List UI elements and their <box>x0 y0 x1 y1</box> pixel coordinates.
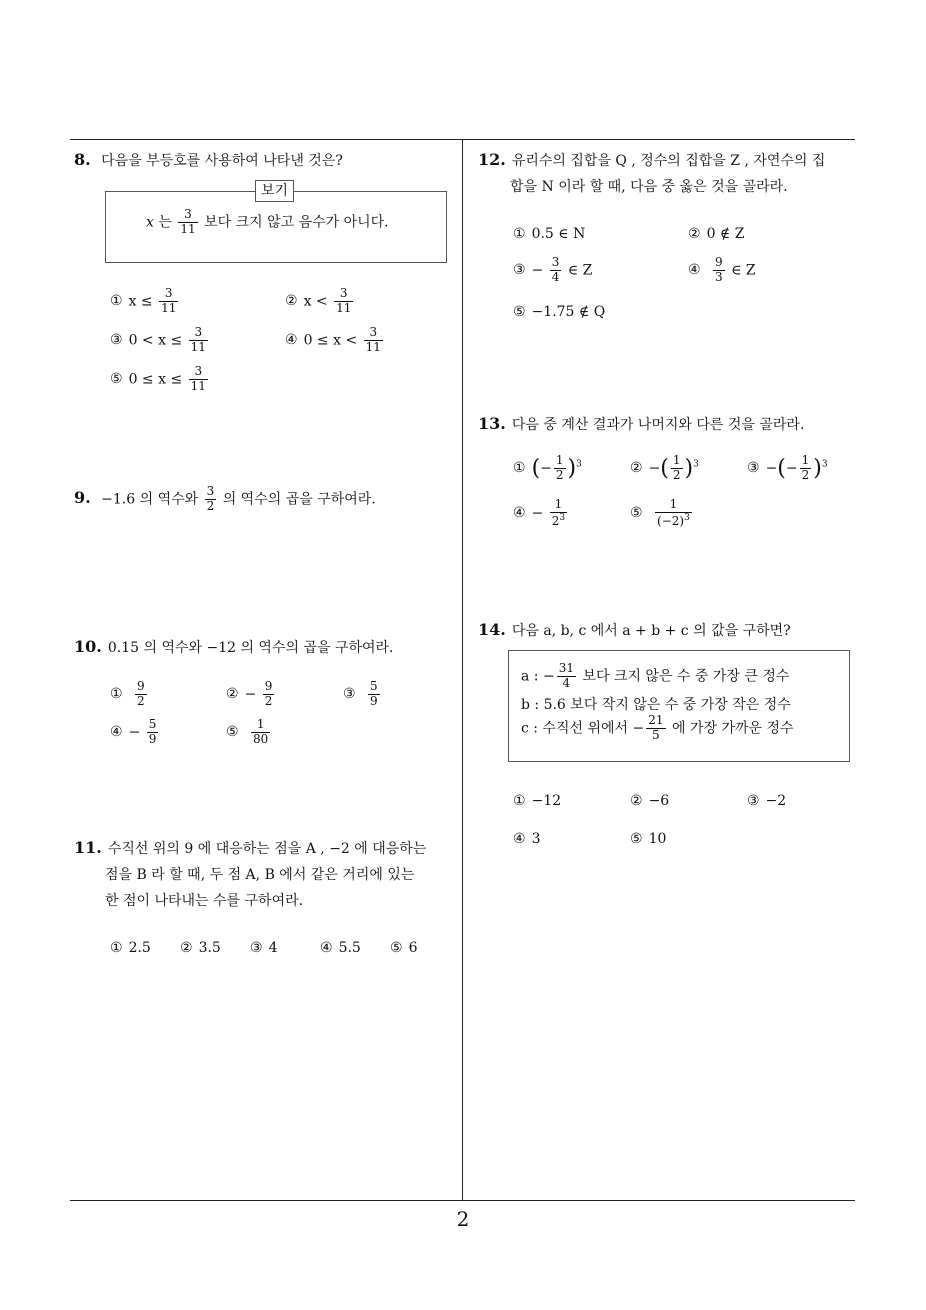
option-fraction <box>263 680 275 709</box>
q8-option-2[interactable] <box>285 287 355 316</box>
q8-option-4[interactable] <box>285 326 385 355</box>
frac-num: 3 <box>206 484 215 498</box>
q10-option-4[interactable] <box>110 718 160 747</box>
frac-num: 3 <box>159 287 178 302</box>
option-value: 2.5 <box>128 940 151 956</box>
q12-text-line1: 유리수의 집합을 Q , 정수의 집합을 Z , 자연수의 집 <box>511 153 826 169</box>
q12-stem-line1 <box>478 150 825 170</box>
frac-num: 1 <box>672 453 681 467</box>
q10-option-5[interactable] <box>226 718 272 747</box>
q8-box-label: 보기 <box>255 180 294 202</box>
q14-line-a-pre: a : − <box>521 668 555 685</box>
frac-den: 2 <box>206 498 215 513</box>
option-marker: ③ <box>343 686 356 703</box>
option-fraction <box>550 498 567 529</box>
option-marker: ② <box>226 686 239 703</box>
option-marker: ④ <box>513 831 526 847</box>
option-marker: ③ <box>747 793 760 809</box>
q12-number: 12. <box>478 150 506 169</box>
option-value: 4 <box>268 940 278 956</box>
frac-den: 11 <box>161 300 177 315</box>
option-fraction <box>364 326 383 355</box>
option-value: 3 <box>531 831 541 847</box>
frac-den: 11 <box>365 339 381 354</box>
option-fraction <box>251 718 270 747</box>
q14-option-3[interactable] <box>747 793 786 809</box>
q8-text: 다음을 부등호를 사용하여 나타낸 것은? <box>101 153 343 169</box>
q10-option-2[interactable] <box>226 680 276 709</box>
option-expr: 0.5 ∈ N <box>531 226 586 242</box>
frac-num: 1 <box>655 498 692 513</box>
option-marker: ⑤ <box>513 304 526 320</box>
frac-num: 1 <box>555 453 564 467</box>
right-paren: ) <box>567 455 577 481</box>
frac-num: 21 <box>648 713 664 727</box>
option-marker: ① <box>110 293 123 310</box>
q8-number: 8. <box>74 150 91 169</box>
option-fraction <box>550 256 562 285</box>
option-marker: ③ <box>747 460 760 477</box>
option-fraction <box>334 287 353 316</box>
option-expr: ∈ Z <box>567 262 593 279</box>
q11-option-4[interactable] <box>320 940 361 956</box>
frac-den: 2 <box>555 467 564 482</box>
frac-den: 2 <box>264 693 273 708</box>
q14-line-c-post: 에 가장 가까운 정수 <box>671 720 794 737</box>
frac-num: 3 <box>334 287 353 302</box>
q11-text-line1: 수직선 위의 9 에 대응하는 점을 A , −2 에 대응하는 <box>107 841 427 857</box>
option-value: −2 <box>765 793 787 809</box>
option-sign: − <box>540 460 552 477</box>
exponent: 3 <box>684 512 690 523</box>
q8-box-text: 보다 크지 않고 음수가 아니다. <box>204 214 389 231</box>
q8-box-fraction <box>178 208 197 237</box>
q8-box-var: x <box>146 214 154 231</box>
option-marker: ② <box>180 940 193 956</box>
q8-option-5[interactable] <box>110 365 210 394</box>
exponent: 3 <box>693 459 699 470</box>
q11-stem-line3: 한 점이 나타내는 수를 구하여라. <box>105 893 304 909</box>
q12-option-2[interactable] <box>688 226 744 242</box>
option-expr: −1.75 ∉ Q <box>531 304 606 320</box>
frac-den: 80 <box>253 731 269 746</box>
q14-line-c-pre: c : 수직선 위에서 − <box>521 720 645 737</box>
q14-stem <box>478 620 791 640</box>
option-expr: x ≤ <box>128 293 153 310</box>
q14-option-1[interactable] <box>513 793 561 809</box>
right-paren: ) <box>813 455 822 481</box>
option-fraction <box>159 287 178 316</box>
q14-option-5[interactable] <box>630 831 666 847</box>
option-fraction <box>671 454 683 483</box>
q10-number: 10. <box>74 637 102 656</box>
q14-line-c <box>521 714 794 743</box>
option-marker: ② <box>688 226 701 242</box>
exponent: 3 <box>559 512 566 523</box>
frac-den: 2 <box>801 467 810 482</box>
q11-option-3[interactable] <box>250 940 277 956</box>
left-paren: ( <box>777 455 786 481</box>
q8-stem <box>74 150 343 170</box>
option-marker: ④ <box>285 332 298 349</box>
q10-option-3[interactable] <box>343 680 382 709</box>
q9-stem <box>74 485 376 514</box>
q12-option-1[interactable] <box>513 226 585 242</box>
q14-line-a-fraction <box>557 662 576 691</box>
option-expr: 0 ∉ Z <box>706 226 745 242</box>
page-number: 2 <box>456 1207 470 1231</box>
frac-num: 5 <box>148 717 157 731</box>
frac-den: 11 <box>190 339 206 354</box>
option-sign: − <box>785 460 798 477</box>
option-expr: ∈ Z <box>731 262 756 279</box>
exponent: 3 <box>821 459 828 470</box>
q10-option-1[interactable] <box>110 680 149 709</box>
frac-den-base: (−2) <box>657 513 685 528</box>
option-fraction <box>189 365 208 394</box>
q13-number: 13. <box>478 414 506 433</box>
option-sign: − <box>765 460 778 477</box>
option-marker: ① <box>513 793 526 809</box>
q8-box-content <box>146 208 389 237</box>
frac-den: 11 <box>180 221 196 236</box>
frac-den: 11 <box>190 378 206 393</box>
q14-number: 14. <box>478 620 506 639</box>
option-fraction <box>554 454 566 483</box>
q13-option-2[interactable] <box>630 454 699 483</box>
q11-number: 11. <box>74 838 102 857</box>
q9-fraction <box>205 485 217 514</box>
exponent: 3 <box>576 459 582 470</box>
q10-text: 0.15 의 역수와 −12 의 역수의 곱을 구하여라. <box>107 640 394 656</box>
option-value: 6 <box>408 940 418 956</box>
option-expr: 0 ≤ x ≤ <box>128 371 183 388</box>
q13-option-4[interactable] <box>513 498 569 529</box>
q14-line-a <box>521 662 789 691</box>
frac-num: 3 <box>364 326 383 341</box>
option-sign: − <box>244 686 257 703</box>
q11-stem-line1 <box>74 838 426 858</box>
q13-option-3[interactable] <box>747 454 828 483</box>
q11-option-5[interactable] <box>390 940 417 956</box>
q13-text: 다음 중 계산 결과가 나머지와 다른 것을 골라라. <box>511 417 805 433</box>
q14-option-2[interactable] <box>630 793 669 809</box>
right-paren: ) <box>684 455 694 481</box>
option-value: −12 <box>531 793 562 809</box>
option-expr: 0 < x ≤ <box>128 332 183 349</box>
q8-option-3[interactable] <box>110 326 210 355</box>
option-marker: ① <box>110 686 123 703</box>
q13-option-5[interactable] <box>630 498 694 529</box>
option-fraction <box>135 680 147 709</box>
frac-den: 3 <box>715 269 723 284</box>
option-marker: ④ <box>513 505 526 522</box>
option-sign: − <box>531 262 544 279</box>
q8-option-1[interactable] <box>110 287 180 316</box>
frac-den: 9 <box>148 731 157 746</box>
option-value: 3.5 <box>198 940 221 956</box>
frac-den: 4 <box>551 269 560 284</box>
option-fraction <box>368 680 380 709</box>
q14-line-b: b : 5.6 보다 작지 않은 수 중 가장 작은 정수 <box>521 697 791 713</box>
frac-den: 4 <box>562 675 571 690</box>
frac-den-base: 2 <box>551 513 560 528</box>
q12-stem-line2: 합을 N 이라 할 때, 다음 중 옳은 것을 골라라. <box>510 179 788 195</box>
option-marker: ④ <box>320 940 333 956</box>
frac-den: 2 <box>672 467 681 482</box>
frac-num: 9 <box>137 679 145 693</box>
left-paren: ( <box>531 455 541 481</box>
q12-option-4[interactable] <box>688 256 756 285</box>
q8-box-particle: 는 <box>158 214 172 231</box>
q11-option-1[interactable] <box>110 940 151 956</box>
option-marker: ③ <box>110 332 123 349</box>
q9-number: 9. <box>74 488 91 508</box>
option-marker: ④ <box>110 724 123 741</box>
option-marker: ① <box>513 460 526 477</box>
left-paren: ( <box>660 455 669 481</box>
option-marker: ⑤ <box>226 724 239 741</box>
option-expr: 0 ≤ x < <box>303 332 358 349</box>
column-divider <box>462 139 463 1201</box>
option-marker: ② <box>285 293 298 310</box>
frac-den: 11 <box>336 300 352 315</box>
q13-stem <box>478 414 804 434</box>
option-sign: − <box>531 505 544 522</box>
frac-num: 1 <box>251 718 270 733</box>
frac-num: 1 <box>550 498 567 513</box>
q10-stem <box>74 637 394 657</box>
option-marker: ② <box>630 460 643 477</box>
frac-den: 2 <box>137 693 145 708</box>
frac-num: 9 <box>264 679 273 693</box>
bottom-rule <box>70 1200 855 1201</box>
option-marker: ③ <box>513 262 526 279</box>
option-fraction <box>800 454 812 483</box>
option-marker: ⑤ <box>630 505 643 522</box>
option-value: 10 <box>648 831 667 847</box>
frac-num: 3 <box>551 255 560 269</box>
q14-option-4[interactable] <box>513 831 540 847</box>
option-value: 5.5 <box>338 940 361 956</box>
q11-option-2[interactable] <box>180 940 221 956</box>
option-marker: ⑤ <box>390 940 403 956</box>
q14-text: 다음 a, b, c 에서 a + b + c 의 값을 구하면? <box>511 623 791 639</box>
option-marker: ③ <box>250 940 263 956</box>
option-value: −6 <box>648 793 670 809</box>
q13-option-1[interactable] <box>513 454 582 483</box>
frac-num: 3 <box>189 365 208 380</box>
q12-option-3[interactable] <box>513 256 592 285</box>
option-marker: ① <box>513 226 526 242</box>
q11-stem-line2: 점을 B 라 할 때, 두 점 A, B 에서 같은 거리에 있는 <box>105 867 415 883</box>
option-marker: ② <box>630 793 643 809</box>
option-fraction <box>713 256 725 285</box>
option-fraction <box>147 718 159 747</box>
frac-num: 31 <box>558 661 574 675</box>
option-fraction <box>189 326 208 355</box>
option-fraction <box>655 498 692 529</box>
option-sign: − <box>648 460 661 477</box>
frac-num: 3 <box>189 326 208 341</box>
frac-num: 1 <box>801 453 810 467</box>
option-expr: x < <box>303 293 328 310</box>
frac-den: 9 <box>370 693 378 708</box>
frac-num: 3 <box>178 208 197 223</box>
q14-line-a-post: 보다 크지 않은 수 중 가장 큰 정수 <box>582 668 790 685</box>
q12-option-5[interactable] <box>513 304 605 320</box>
q9-text-a: −1.6 의 역수와 <box>101 491 199 508</box>
frac-num: 9 <box>715 255 723 269</box>
frac-num: 5 <box>370 679 378 693</box>
q9-text-b: 의 역수의 곱을 구하여라. <box>222 491 376 508</box>
option-sign: − <box>128 724 141 741</box>
frac-den: 5 <box>652 727 660 742</box>
option-marker: ⑤ <box>110 371 123 388</box>
q14-line-c-fraction <box>646 714 665 743</box>
option-marker: ① <box>110 940 123 956</box>
option-marker: ⑤ <box>630 831 643 847</box>
option-marker: ④ <box>688 262 701 279</box>
